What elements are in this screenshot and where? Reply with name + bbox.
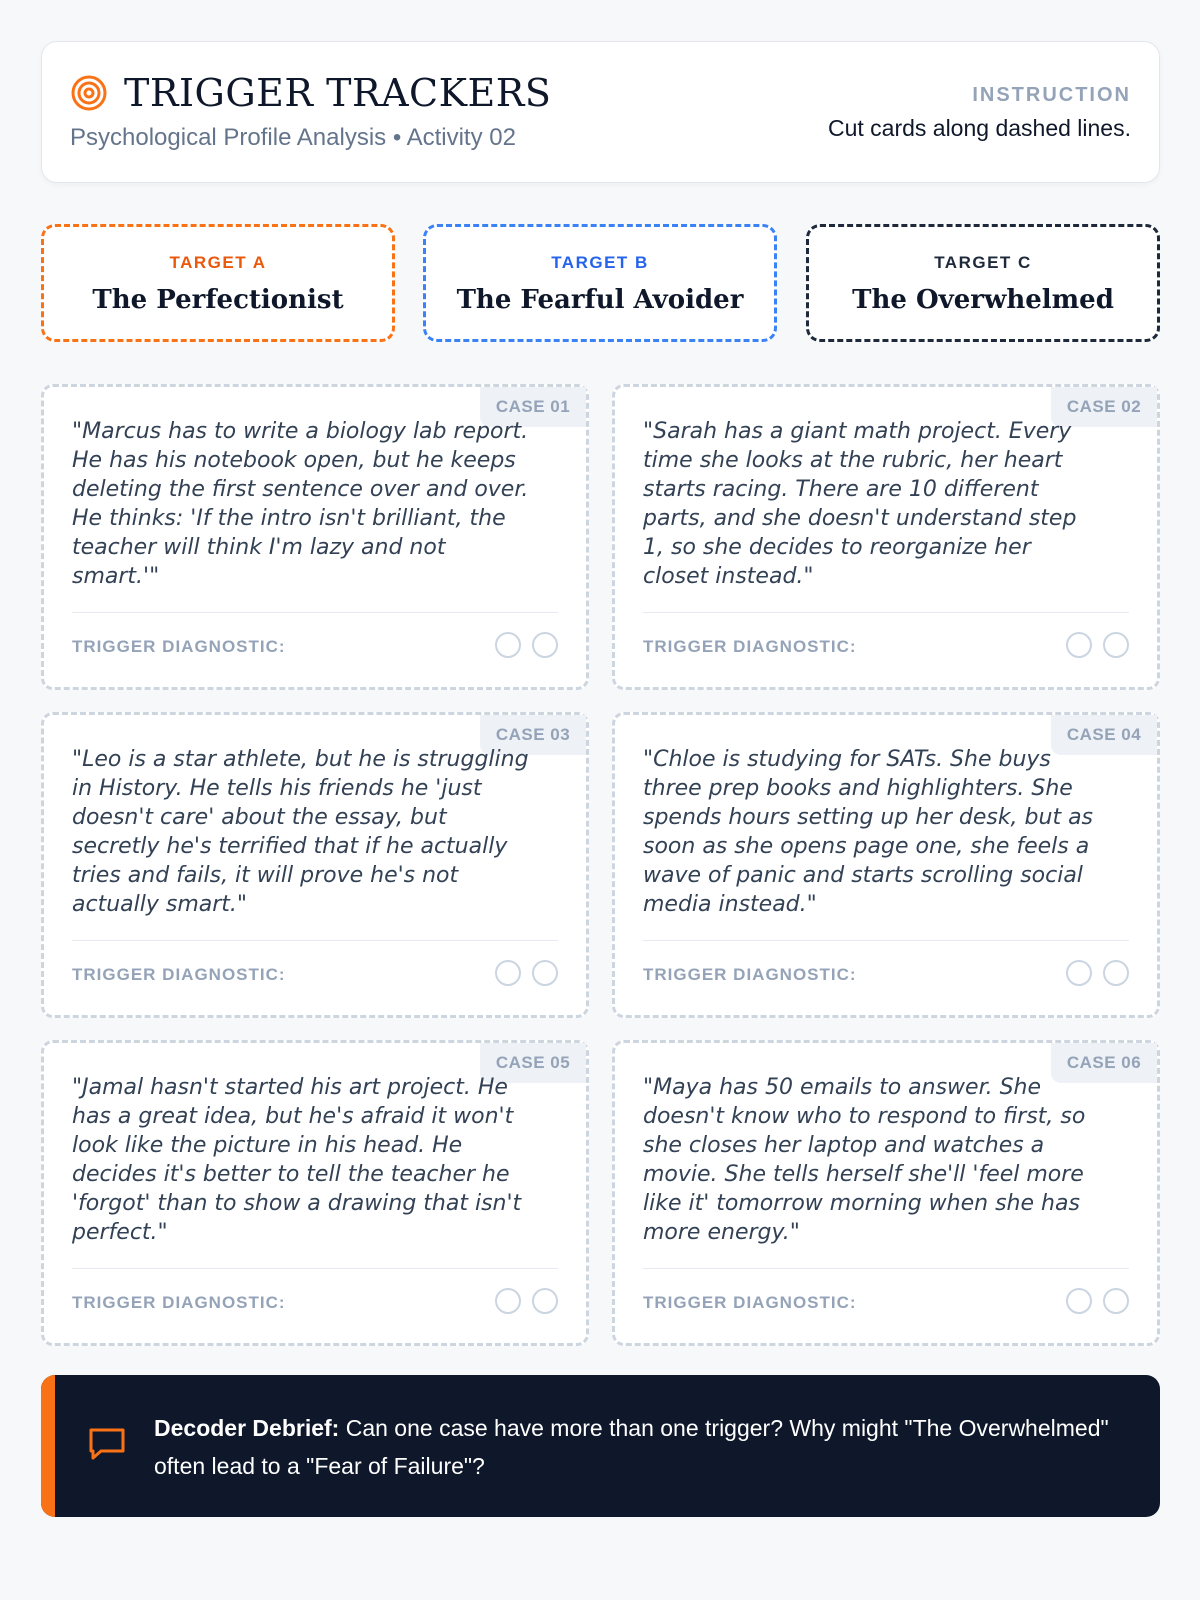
case-card-01 <box>41 384 589 690</box>
target-icon <box>70 74 108 112</box>
case-card-03 <box>41 712 589 1018</box>
card-divider <box>72 940 558 941</box>
case-badge: CASE 04 <box>1051 715 1157 755</box>
card-divider <box>643 1268 1129 1269</box>
diagnostic-circle[interactable] <box>532 632 558 658</box>
trigger-diagnostic-label: TRIGGER DIAGNOSTIC: <box>72 637 286 656</box>
case-badge: CASE 06 <box>1051 1043 1157 1083</box>
card-divider <box>643 612 1129 613</box>
diagnostic-circles <box>1055 1288 1129 1314</box>
diagnostic-circle[interactable] <box>532 1288 558 1314</box>
case-text: "Sarah has a giant math project. Every time she looks at the rubric, her heart starts racing. There are 10 different parts, and she doesn't understand step 1, so she decides to reorganize her closet instead." <box>643 419 1077 589</box>
case-badge: CASE 03 <box>480 715 586 755</box>
diagnostic-circles <box>484 960 558 986</box>
card-divider <box>72 1268 558 1269</box>
trigger-diagnostic-label: TRIGGER DIAGNOSTIC: <box>643 965 857 984</box>
target-name: The Fearful Avoider <box>456 285 744 315</box>
card-divider <box>643 940 1129 941</box>
case-text: "Jamal hasn't started his art project. He has a great idea, but he's afraid it won't look like the picture in his head. He decides it's better to tell the teacher he 'forgot' than to show a drawing that isn't perfect." <box>72 1075 522 1245</box>
diagnostic-circle[interactable] <box>1103 632 1129 658</box>
case-badge: CASE 05 <box>480 1043 586 1083</box>
instruction-label: INSTRUCTION <box>972 84 1131 106</box>
chat-bubble-icon <box>87 1425 127 1463</box>
case-text: "Maya has 50 emails to answer. She doesn't know who to respond to first, so she closes her laptop and watches a movie. She tells herself she'll 'feel more like it' tomorrow morning when she has more energy." <box>643 1075 1086 1245</box>
trigger-diagnostic-label: TRIGGER DIAGNOSTIC: <box>643 1293 857 1312</box>
diagnostic-circle[interactable] <box>495 960 521 986</box>
card-divider <box>72 612 558 613</box>
target-name: The Perfectionist <box>92 285 344 315</box>
decoder-debrief <box>41 1375 1160 1517</box>
instruction-block <box>828 84 1131 142</box>
case-card-05 <box>41 1040 589 1346</box>
brand-row <box>70 71 552 115</box>
diagnostic-circle[interactable] <box>1066 1288 1092 1314</box>
diagnostic-circle[interactable] <box>495 1288 521 1314</box>
diagnostic-circle[interactable] <box>532 960 558 986</box>
diagnostic-circles <box>1055 632 1129 658</box>
instruction-text: Cut cards along dashed lines. <box>827 115 1131 141</box>
diagnostic-circle[interactable] <box>1103 1288 1129 1314</box>
page-subtitle: Psychological Profile Analysis • Activity 02 <box>70 124 516 151</box>
debrief-question: Can one case have more than one trigger? Why might "The Overwhelmed" often lead to a "Fear of Failure"? <box>154 1415 1109 1479</box>
trigger-diagnostic-label: TRIGGER DIAGNOSTIC: <box>72 1293 286 1312</box>
diagnostic-circle[interactable] <box>1066 960 1092 986</box>
diagnostic-circle[interactable] <box>1066 632 1092 658</box>
case-text: "Marcus has to write a biology lab report. He has his notebook open, but he keeps deleting the first sentence over and over. He thinks: 'If the intro isn't brilliant, the teacher will think I'm lazy and not smart.'" <box>72 419 529 589</box>
target-name: The Overwhelmed <box>852 285 1114 315</box>
trigger-diagnostic-label: TRIGGER DIAGNOSTIC: <box>72 965 286 984</box>
debrief-label: Decoder Debrief: <box>154 1415 340 1441</box>
case-card-02 <box>612 384 1160 690</box>
diagnostic-circle[interactable] <box>495 632 521 658</box>
diagnostic-circles <box>484 632 558 658</box>
diagnostic-circle[interactable] <box>1103 960 1129 986</box>
target-card-b <box>423 224 777 342</box>
case-badge: CASE 01 <box>480 387 586 427</box>
target-card-c <box>806 224 1160 342</box>
target-label: TARGET B <box>551 253 649 272</box>
page-header <box>41 41 1160 183</box>
trigger-diagnostic-label: TRIGGER DIAGNOSTIC: <box>643 637 857 656</box>
case-card-06 <box>612 1040 1160 1346</box>
case-card-04 <box>612 712 1160 1018</box>
case-text: "Leo is a star athlete, but he is struggling in History. He tells his friends he 'just doesn't care' about the essay, but secretly he's terrified that if he actually tries and fails, it will prove he's not actually smart." <box>72 747 529 917</box>
diagnostic-circles <box>1055 960 1129 986</box>
target-label: TARGET C <box>934 253 1032 272</box>
case-badge: CASE 02 <box>1051 387 1157 427</box>
case-text: "Chloe is studying for SATs. She buys three prep books and highlighters. She spends hours setting up her desk, but as soon as she opens page one, she feels a wave of panic and starts scrolling social media instead." <box>643 747 1094 917</box>
debrief-text <box>154 1409 1114 1485</box>
target-card-a <box>41 224 395 342</box>
diagnostic-circles <box>484 1288 558 1314</box>
target-label: TARGET A <box>169 253 267 272</box>
debrief-accent-bar <box>41 1375 55 1517</box>
page-title: TRIGGER TRACKERS <box>124 71 552 115</box>
